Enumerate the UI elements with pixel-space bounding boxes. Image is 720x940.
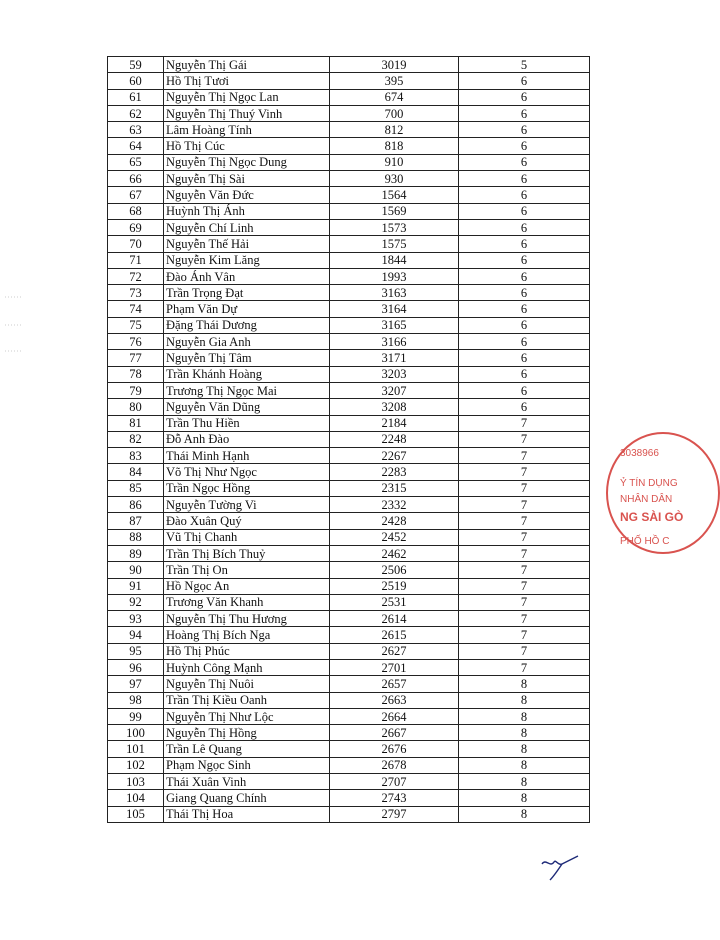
group-number: 6 [459,171,590,187]
member-table [107,56,590,823]
member-name: Nguyễn Thị Hồng [164,725,330,741]
member-code: 2676 [330,741,459,757]
group-number: 8 [459,790,590,806]
table-row [108,578,590,594]
group-number: 6 [459,236,590,252]
member-code: 2701 [330,659,459,675]
group-number: 6 [459,105,590,121]
row-number: 103 [108,774,164,790]
row-number: 92 [108,594,164,610]
member-name: Nguyễn Thế Hải [164,236,330,252]
row-number: 88 [108,529,164,545]
member-code: 2627 [330,643,459,659]
group-number: 6 [459,334,590,350]
member-name: Nguyễn Thị Nuôi [164,676,330,692]
row-number: 70 [108,236,164,252]
row-number: 60 [108,73,164,89]
group-number: 6 [459,73,590,89]
group-number: 6 [459,399,590,415]
table-row [108,676,590,692]
group-number: 6 [459,301,590,317]
member-code: 2184 [330,415,459,431]
row-number: 79 [108,382,164,398]
group-number: 8 [459,725,590,741]
member-name: Võ Thị Như Ngọc [164,464,330,480]
member-code: 3163 [330,285,459,301]
group-number: 7 [459,611,590,627]
group-number: 8 [459,757,590,773]
member-name: Trần Ngọc Hồng [164,480,330,496]
member-name: Trương Thị Ngọc Mai [164,382,330,398]
row-number: 93 [108,611,164,627]
member-code: 2452 [330,529,459,545]
row-number: 82 [108,431,164,447]
member-name: Huỳnh Thị Ánh [164,203,330,219]
stamp-line-city: NG SÀI GÒ [620,510,684,524]
stamp-line-credit: Ỷ TÍN DỤNG [620,478,678,489]
group-number: 7 [459,464,590,480]
group-number: 7 [459,659,590,675]
row-number: 89 [108,545,164,561]
member-name: Trần Thị On [164,562,330,578]
row-number: 76 [108,334,164,350]
row-number: 99 [108,708,164,724]
member-name: Hồ Ngọc An [164,578,330,594]
table-row [108,806,590,822]
stamp-line-bottom: PHỐ HỒ C [620,536,670,547]
member-name: Trần Lê Quang [164,741,330,757]
member-code: 3164 [330,301,459,317]
table-row [108,611,590,627]
red-seal-stamp [606,432,720,554]
member-name: Phạm Văn Dự [164,301,330,317]
group-number: 7 [459,431,590,447]
table-row [108,105,590,121]
member-code: 2743 [330,790,459,806]
table-row [108,236,590,252]
table-row [108,562,590,578]
table-row [108,594,590,610]
table-row [108,187,590,203]
row-number: 66 [108,171,164,187]
row-number: 94 [108,627,164,643]
member-name: Đào Xuân Quý [164,513,330,529]
group-number: 6 [459,382,590,398]
member-code: 2519 [330,578,459,594]
row-number: 97 [108,676,164,692]
group-number: 8 [459,708,590,724]
table-row [108,774,590,790]
group-number: 8 [459,806,590,822]
table-row [108,171,590,187]
row-number: 98 [108,692,164,708]
stamp-line-people: NHÂN DÂN [620,494,673,505]
table-row [108,529,590,545]
table-row [108,757,590,773]
table-row [108,627,590,643]
member-name: Hồ Thị Tươi [164,73,330,89]
row-number: 77 [108,350,164,366]
member-name: Thái Xuân Vinh [164,774,330,790]
row-number: 86 [108,497,164,513]
member-code: 2462 [330,545,459,561]
member-name: Trần Khánh Hoàng [164,366,330,382]
table-row [108,350,590,366]
member-table-body [108,57,590,823]
member-code: 2428 [330,513,459,529]
member-name: Trương Văn Khanh [164,594,330,610]
member-code: 700 [330,105,459,121]
table-row [108,399,590,415]
table-row [108,366,590,382]
member-code: 2614 [330,611,459,627]
row-number: 81 [108,415,164,431]
row-number: 72 [108,268,164,284]
table-row [108,497,590,513]
group-number: 7 [459,513,590,529]
table-row [108,692,590,708]
member-name: Nguyễn Thị Sài [164,171,330,187]
member-name: Nguyễn Thị Thu Hương [164,611,330,627]
group-number: 6 [459,350,590,366]
member-code: 3208 [330,399,459,415]
member-code: 3207 [330,382,459,398]
member-name: Nguyễn Văn Đức [164,187,330,203]
row-number: 87 [108,513,164,529]
row-number: 67 [108,187,164,203]
group-number: 6 [459,187,590,203]
group-number: 7 [459,545,590,561]
member-code: 3203 [330,366,459,382]
member-code: 818 [330,138,459,154]
member-name: Nguyễn Kim Lăng [164,252,330,268]
row-number: 78 [108,366,164,382]
group-number: 7 [459,480,590,496]
group-number: 5 [459,57,590,73]
member-name: Đỗ Anh Đào [164,431,330,447]
member-code: 3171 [330,350,459,366]
row-number: 63 [108,122,164,138]
table-row [108,203,590,219]
row-number: 91 [108,578,164,594]
table-row [108,285,590,301]
member-name: Trần Thị Bích Thuỷ [164,545,330,561]
table-row [108,334,590,350]
group-number: 6 [459,122,590,138]
group-number: 7 [459,643,590,659]
member-name: Thái Minh Hạnh [164,448,330,464]
member-code: 2664 [330,708,459,724]
member-code: 2332 [330,497,459,513]
member-name: Đào Ánh Vân [164,268,330,284]
table-row [108,464,590,480]
member-code: 1575 [330,236,459,252]
group-number: 8 [459,692,590,708]
row-number: 62 [108,105,164,121]
table-row [108,431,590,447]
member-code: 2707 [330,774,459,790]
member-name: Nguyễn Chí Linh [164,219,330,235]
group-number: 6 [459,268,590,284]
member-name: Nguyễn Văn Dũng [164,399,330,415]
row-number: 80 [108,399,164,415]
row-number: 100 [108,725,164,741]
member-code: 812 [330,122,459,138]
signature-mark [540,850,580,884]
member-name: Nguyễn Thị Gái [164,57,330,73]
row-number: 71 [108,252,164,268]
member-name: Thái Thị Hoa [164,806,330,822]
group-number: 7 [459,578,590,594]
row-number: 65 [108,154,164,170]
member-name: Trần Thị Kiều Oanh [164,692,330,708]
row-number: 75 [108,317,164,333]
member-code: 930 [330,171,459,187]
member-name: Phạm Ngọc Sinh [164,757,330,773]
member-code: 2506 [330,562,459,578]
group-number: 6 [459,317,590,333]
member-code: 2248 [330,431,459,447]
member-name: Nguyễn Tường Vi [164,497,330,513]
member-code: 2315 [330,480,459,496]
table-row [108,708,590,724]
table-row [108,790,590,806]
group-number: 8 [459,741,590,757]
row-number: 83 [108,448,164,464]
member-name: Nguyễn Thị Thuý Vinh [164,105,330,121]
group-number: 6 [459,252,590,268]
table-row [108,415,590,431]
table-row [108,725,590,741]
row-number: 59 [108,57,164,73]
row-number: 96 [108,659,164,675]
group-number: 7 [459,415,590,431]
scan-artifact [3,295,23,355]
group-number: 6 [459,154,590,170]
row-number: 73 [108,285,164,301]
member-name: Hồ Thị Cúc [164,138,330,154]
row-number: 64 [108,138,164,154]
member-code: 2615 [330,627,459,643]
row-number: 74 [108,301,164,317]
member-code: 2657 [330,676,459,692]
row-number: 95 [108,643,164,659]
group-number: 7 [459,627,590,643]
member-code: 2663 [330,692,459,708]
member-code: 3019 [330,57,459,73]
group-number: 7 [459,594,590,610]
member-name: Đặng Thái Dương [164,317,330,333]
row-number: 102 [108,757,164,773]
table-row [108,317,590,333]
member-code: 2678 [330,757,459,773]
table-row [108,252,590,268]
group-number: 7 [459,497,590,513]
group-number: 6 [459,366,590,382]
member-name: Trần Thu Hiền [164,415,330,431]
table-row [108,219,590,235]
member-code: 1844 [330,252,459,268]
member-name: Nguyễn Gia Anh [164,334,330,350]
table-row [108,268,590,284]
member-code: 910 [330,154,459,170]
member-code: 1564 [330,187,459,203]
table-row [108,301,590,317]
member-name: Hồ Thị Phúc [164,643,330,659]
table-row [108,154,590,170]
table-row [108,741,590,757]
group-number: 8 [459,774,590,790]
table-row [108,545,590,561]
table-row [108,382,590,398]
row-number: 69 [108,219,164,235]
table-row [108,57,590,73]
stamp-line-code: 3038966 [620,448,659,459]
member-code: 2531 [330,594,459,610]
member-code: 2267 [330,448,459,464]
member-code: 395 [330,73,459,89]
member-name: Lâm Hoàng Tính [164,122,330,138]
member-code: 1569 [330,203,459,219]
table-row [108,659,590,675]
member-code: 3166 [330,334,459,350]
member-code: 1993 [330,268,459,284]
member-code: 2283 [330,464,459,480]
group-number: 7 [459,529,590,545]
member-name: Giang Quang Chính [164,790,330,806]
member-name: Vũ Thị Chanh [164,529,330,545]
member-code: 2667 [330,725,459,741]
group-number: 6 [459,89,590,105]
member-name: Nguyễn Thị Tâm [164,350,330,366]
member-name: Trần Trọng Đạt [164,285,330,301]
row-number: 105 [108,806,164,822]
table-row [108,89,590,105]
row-number: 101 [108,741,164,757]
row-number: 84 [108,464,164,480]
table-row [108,480,590,496]
table-row [108,122,590,138]
member-code: 1573 [330,219,459,235]
table-row [108,643,590,659]
group-number: 8 [459,676,590,692]
group-number: 6 [459,138,590,154]
table-row [108,513,590,529]
group-number: 7 [459,448,590,464]
member-name: Huỳnh Công Mạnh [164,659,330,675]
group-number: 7 [459,562,590,578]
member-name: Nguyễn Thị Ngọc Dung [164,154,330,170]
group-number: 6 [459,203,590,219]
row-number: 61 [108,89,164,105]
row-number: 90 [108,562,164,578]
row-number: 104 [108,790,164,806]
member-code: 2797 [330,806,459,822]
row-number: 85 [108,480,164,496]
member-name: Hoàng Thị Bích Nga [164,627,330,643]
group-number: 6 [459,285,590,301]
member-code: 674 [330,89,459,105]
table-row [108,448,590,464]
member-name: Nguyễn Thị Như Lộc [164,708,330,724]
table-row [108,73,590,89]
row-number: 68 [108,203,164,219]
member-code: 3165 [330,317,459,333]
table-row [108,138,590,154]
member-name: Nguyễn Thị Ngọc Lan [164,89,330,105]
group-number: 6 [459,219,590,235]
